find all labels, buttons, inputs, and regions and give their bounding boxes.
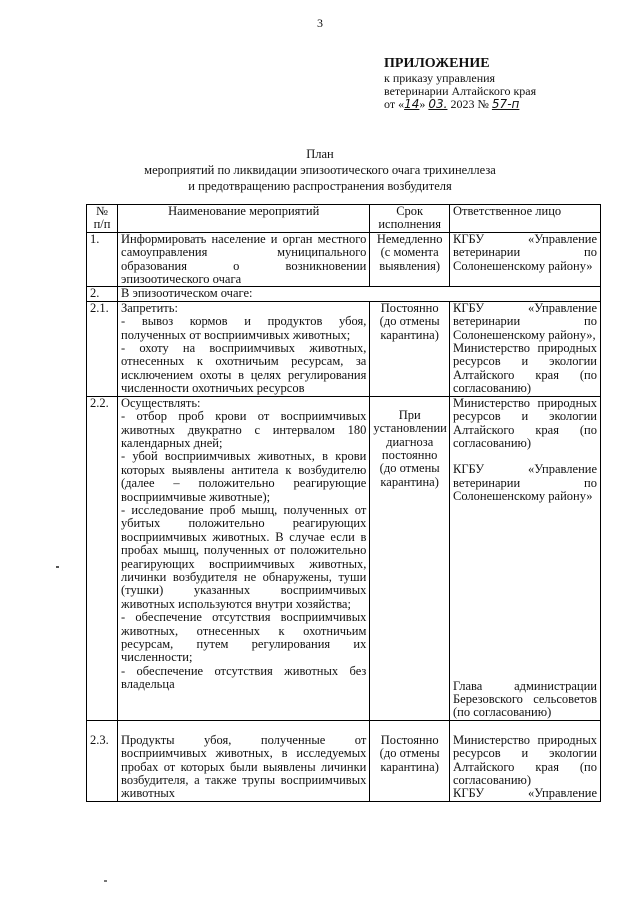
row-term: Постоянно (до отмены карантина) — [370, 720, 450, 801]
row-action — [118, 301, 370, 396]
row-number: 2.2. — [87, 396, 118, 720]
responsible-line: Министерство природных ресурсов и экологии Алтайского края (по согласованию) — [452, 732, 597, 787]
plan-title-line2: мероприятий по ликвидации эпизоотического очага трихинеллеза — [144, 163, 496, 177]
responsible-line: КГБУ «Управление ветеринарии по Солонешенскому району» — [452, 462, 597, 504]
responsible-line: Министерство природных ресурсов и экологии Алтайского края (по согласованию) — [452, 395, 597, 450]
table-row — [87, 720, 601, 801]
date-prefix: от « — [384, 97, 405, 111]
page-number: 3 — [317, 16, 323, 30]
responsible-line: КГБУ «Управление ветеринарии по Солонешенскому району», — [452, 300, 597, 342]
row-term: Постоянно (до отмены карантина) — [370, 301, 450, 396]
header-num: № п/п — [87, 205, 118, 233]
action-line: - убой восприимчивых животных, в крови которых выявлены антитела к возбудителю (далее – положительно реагирующие восприимчивые животные); — [121, 449, 367, 504]
header-action: Наименование мероприятий — [118, 205, 370, 233]
action-line: - охоту на восприимчивых животных, отнесенных к охотничьим ресурсам, за исключением охоты в целях регулирования численности охотничьих ресурсов — [121, 341, 367, 396]
date-mid: » — [419, 97, 426, 111]
row-term: Немедленно (с момента выявления) — [370, 232, 450, 287]
order-day: 14 — [404, 97, 420, 111]
row-action: Продукты убоя, полученные от восприимчивых животных, в исследуемых пробах от которых были выявлены личинки возбудителя, а также трупы восприимчивых животных — [118, 720, 370, 801]
row-responsible: КГБУ «Управление ветеринарии по Солонешенскому району» — [449, 232, 600, 287]
row-number: 1. — [87, 232, 118, 287]
action-line: - обеспечение отсутствия животных без владельца — [121, 663, 367, 692]
table-row — [87, 301, 601, 396]
action-line: Запретить: — [121, 300, 178, 315]
action-line: Осуществлять: — [121, 395, 201, 410]
responsible-line: КГБУ «Управление — [452, 786, 597, 801]
table-header-row — [87, 205, 601, 233]
appendix-title: ПРИЛОЖЕНИЕ — [384, 56, 490, 71]
header-resp: Ответственное лицо — [449, 205, 600, 233]
order-month: 03. — [428, 97, 448, 111]
plan-title-line3: и предотвращению распространения возбудителя — [188, 179, 452, 193]
row-term: При установлении диагноза постоянно (до отмены карантина) — [370, 396, 450, 720]
appendix-date-line — [384, 98, 624, 111]
appendix-line1: к приказу управления — [384, 71, 496, 85]
row-section-title: В эпизоотическом очаге: — [118, 287, 601, 301]
plan-title — [60, 146, 580, 194]
appendix-block — [384, 56, 624, 111]
table-row — [87, 232, 601, 287]
action-line: - обеспечение отсутствия восприимчивых животных, отнесенных к охотничьим ресурсам, путем регулирования их численности; — [121, 610, 367, 665]
action-line: - отбор проб крови от восприимчивых животных двукратно с интервалом 180 календарных дней; — [121, 409, 367, 450]
table-row — [87, 396, 601, 720]
row-responsible — [449, 396, 600, 720]
order-number: 57-п — [491, 97, 520, 111]
responsible-line: Глава администрации Березовского сельсоветов (по согласованию) — [452, 678, 597, 720]
action-line: - вывоз кормов и продуктов убоя, полученных от восприимчивых животных; — [121, 314, 367, 342]
action-line: - исследование проб мышц, полученных от убитых положительно реагирующих восприимчивых животных. В случае если в пробах мышц, полученных от положительно реагирующих восприимчивых животных, личинки возбудителя не обнаружены, туши (тушки) указанных восприимчивых животных используются внутри хозяйства; — [121, 502, 367, 611]
appendix-line2: ветеринарии Алтайского края — [384, 84, 537, 98]
row-number: 2. — [87, 287, 118, 301]
row-responsible — [449, 301, 600, 396]
row-action: Информировать население и орган местного самоуправления муниципального образования о возникновении эпизоотического очага — [118, 232, 370, 287]
table-row — [87, 287, 601, 301]
scan-speck — [56, 566, 59, 568]
responsible-line: Министерство природных ресурсов и экологии Алтайского края (по согласованию) — [452, 341, 597, 396]
order-year: 2023 № — [450, 97, 489, 111]
row-responsible — [449, 720, 600, 801]
header-term: Срок исполнения — [370, 205, 450, 233]
row-number: 2.1. — [87, 301, 118, 396]
plan-table — [86, 204, 601, 802]
scan-speck — [104, 880, 107, 882]
row-action — [118, 396, 370, 720]
plan-title-line1: План — [306, 147, 334, 161]
row-number: 2.3. — [87, 720, 118, 801]
